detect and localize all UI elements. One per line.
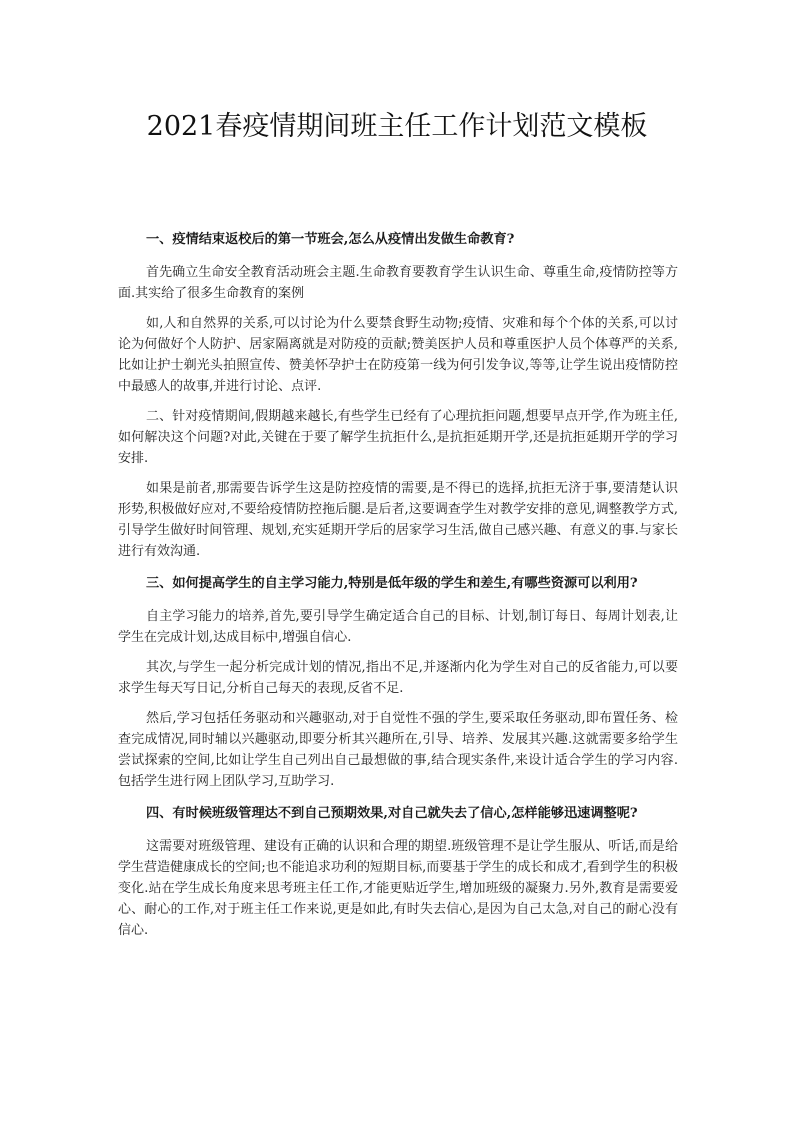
paragraph: 二、针对疫情期间,假期越来越长,有些学生已经有了心理抗拒问题,想要早点开学,作为班主任,如何解决这个问题?对此,关键在于要了解学生抗拒什么,是抗拒延期开学,还是抗拒延期开学的学习安排. xyxy=(118,409,678,466)
section-heading-1: 一、疫情结束返校后的第一节班会,怎么从疫情出发做生命教育? xyxy=(146,232,515,247)
paragraph: 然后,学习包括任务驱动和兴趣驱动,对于自觉性不强的学生,要采取任务驱动,即布置任务、检查完成情况,同时辅以兴趣驱动,即要分析其兴趣所在,引导、培养、发展其兴趣.这就需要多给学生尝试探索的空间,比如让学生自己列出自己最想做的事,结合现实条件,来设计适合学生的学习内容.包括学生进行网上团队学习,互助学习. xyxy=(118,711,678,789)
paragraph: 这需要对班级管理、建设有正确的认识和合理的期望.班级管理不是让学生服从、听话,而是给学生营造健康成长的空间;也不能追求功利的短期目标,而要基于学生的成长和成才,看到学生的积极变化.站在学生成长角度来思考班主任工作,才能更贴近学生,增加班级的凝聚力.另外,教育是需要爱心、耐心的工作,对于班主任工作来说,更是如此,有时失去信心,是因为自己太急,对自己的耐心没有信心. xyxy=(118,839,678,938)
paragraph: 首先确立生命安全教育活动班会主题.生命教育要教育学生认识生命、尊重生命,疫情防控等方面.其实给了很多生命教育的案例 xyxy=(118,265,678,301)
paragraph: 其次,与学生一起分析完成计划的情况,指出不足,并逐渐内化为学生对自己的反省能力,可以要求学生每天写日记,分析自己每天的表现,反省不足. xyxy=(118,660,678,696)
paragraph: 如,人和自然界的关系,可以讨论为什么要禁食野生动物;疫情、灾难和每个个体的关系,可以讨论为何做好个人防护、居家隔离就是对防疫的贡献;赞美医护人员和尊重医护人员个体尊严的关系,比如让护士剃光头拍照宣传、赞美怀孕护士在防疫第一线为何引发争议,等等,让学生说出疫情防控中最感人的故事,并进行讨论、点评. xyxy=(118,316,678,394)
section-heading-3: 三、如何提高学生的自主学习能力,特别是低年级的学生和差生,有哪些资源可以利用? xyxy=(146,576,638,591)
paragraph: 如果是前者,那需要告诉学生这是防控疫情的需要,是不得已的选择,抗拒无济于事,要清楚认识形势,积极做好应对,不要给疫情防控拖后腿.是后者,这要调查学生对教学安排的意见,调整教学方式,引导学生做好时间管理、规划,充实延期开学后的居家学习生活,做自己感兴趣、有意义的事.与家长进行有效沟通. xyxy=(118,481,678,559)
section-heading-4: 四、有时候班级管理达不到自己预期效果,对自己就失去了信心,怎样能够迅速调整呢? xyxy=(146,806,638,821)
document-body xyxy=(118,227,678,950)
paragraph: 自主学习能力的培养,首先,要引导学生确定适合自己的目标、计划,制订每日、每周计划表,让学生在完成计划,达成目标中,增强自信心. xyxy=(118,609,678,645)
page-title: 2021春疫情期间班主任工作计划范文模板 xyxy=(146,111,648,142)
